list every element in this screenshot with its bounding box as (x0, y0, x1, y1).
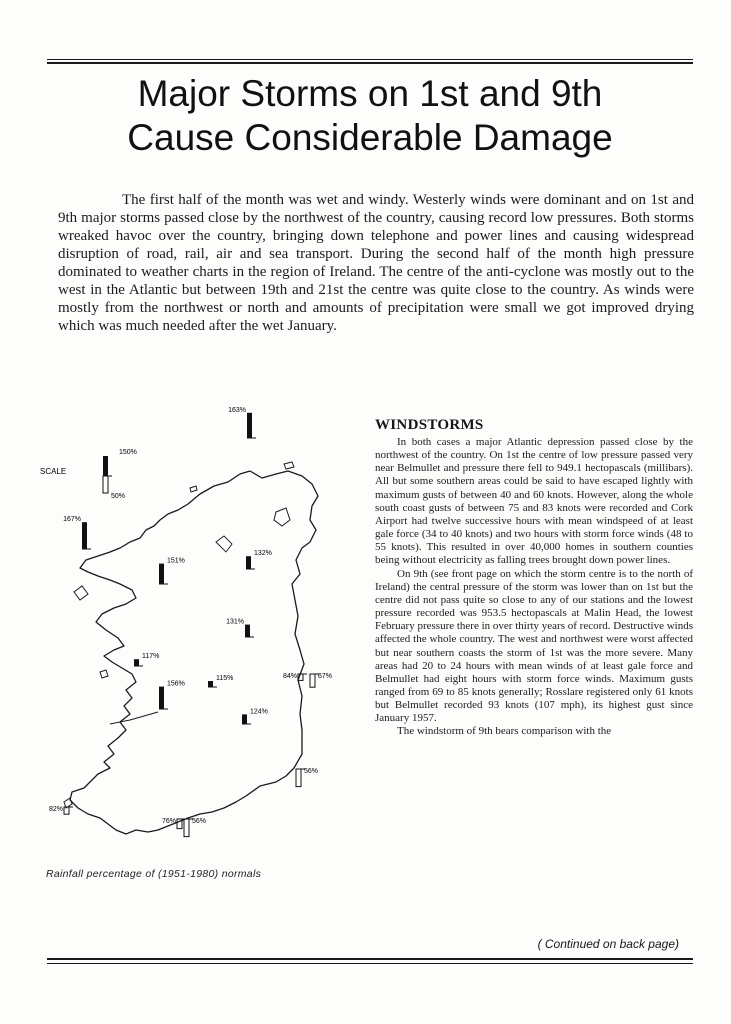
station-bar (283, 673, 307, 680)
station-label: 151% (167, 557, 185, 565)
station-bar (242, 708, 268, 724)
station-bar (246, 550, 272, 569)
station-bar-rect (245, 625, 250, 637)
station-bar (134, 653, 159, 666)
station-label: 117% (142, 653, 160, 661)
station-bar-rect (247, 413, 252, 438)
scale-bottom-label: 50% (111, 493, 126, 500)
island-aran (100, 670, 108, 678)
lough-neagh (274, 508, 290, 526)
island-achill (74, 586, 88, 600)
station-label: 84% (282, 673, 297, 680)
headline (47, 72, 693, 160)
station-bar-rect (208, 681, 213, 687)
station-bar (63, 516, 91, 549)
station-label: 67% (318, 673, 333, 680)
station-label: 56% (304, 768, 319, 775)
station-bar (208, 675, 233, 687)
station-label: 156% (167, 680, 185, 688)
top-rule-thin (47, 59, 693, 60)
map-caption: Rainfall percentage of (1951-1980) normals (46, 868, 262, 880)
station-label: 163% (228, 406, 246, 414)
scale-bar-upper (103, 456, 108, 476)
station-bar (296, 768, 318, 787)
station-bar (226, 619, 254, 637)
bottom-rule-thick (47, 958, 693, 960)
intro-paragraph: The first half of the month was wet and windy. Westerly winds were dominant and on 1st and 9th major storms passed close by the northwest of the country, causing record low pressures. Both storms wreaked havoc over the country, bringing down telephone and power lines and causing widespread disruption of road, rail, air and sea transport. During the second half of the month high pressure dominated to weather charts in the region of Ireland. The centre of the anti-cyclone was mostly out to the west in the Atlantic but between 19th and 21st the centre was quite close to the country. As winds were mostly from the northwest or north and amounts of precipitation were small we got improved drying which was much needed after the wet January. (58, 192, 694, 334)
station-label: 131% (226, 618, 244, 626)
headline-line-2: Cause Considerable Damage (127, 117, 613, 158)
top-rule-thick (47, 62, 693, 64)
station-label: 124% (250, 708, 268, 716)
shannon-estuary (110, 712, 158, 724)
station-bar-rect (242, 714, 247, 724)
windstorms-paragraph-2: On 9th (see front page on which the storm centre is to the north of Ireland) the central pressure of the storm was lower than on 1st but the centre did not pass quite so close to any of our stations and the lowest pressure recorded was 953.5 hectopascals at Malin Head, the lowest February pressure there in over thirty years of record. Destructive winds affected the whole country. The west and northwest were worst affected but near southern coasts the storm of 1st was the more severe. Many areas had 20 to 24 hours with mean winds of at least gale force and Belmullet had eight hours with storm force winds. Maximum gusts ranged from 69 to 85 knots generally; Rosslare registered only 61 knots but Belmullet recorded 93 knots (107 mph), its highest gust since January 1957. (375, 567, 693, 725)
station-bar-rect (159, 564, 164, 584)
station-label: 132% (254, 550, 272, 558)
station-bar-rect (296, 769, 301, 787)
station-label: 76% (161, 818, 176, 825)
scale-label: SCALE (40, 467, 67, 476)
station-bar (228, 407, 256, 438)
bottom-rule-thin (47, 963, 693, 964)
station-bar-rect (184, 819, 189, 837)
station-bar-rect (82, 522, 87, 549)
station-label: 115% (216, 675, 234, 682)
station-bar-rect (159, 687, 164, 709)
scale-bar-lower (103, 476, 108, 493)
station-bar-rect (246, 556, 251, 569)
continued-note: ( Continued on back page) (537, 937, 679, 951)
windstorms-paragraph-1: In both cases a major Atlantic depression passed close by the northwest of the country. On 1st the centre of low pressure passed very near Belmullet and pressure there fell to 949.1 hectopascals (millibars). All but some southern areas could be said to have escaped lightly with maximum gusts of between 40 and 60 knots. However, along the whole south coast gusts of between 75 and 83 knots were recorded and Cork Airport had twelve successive hours with mean windspeed of at least gale force (34 to 40 knots) and two hours with storm force winds (48 to 55 knots). This resulted in over 40,000 homes in southern counties being without electricity as falling trees brought down power lines. (375, 436, 693, 567)
station-bar-rect (134, 659, 139, 666)
station-label: 167% (63, 516, 81, 524)
station-bar-rect (310, 674, 315, 687)
station-bar (159, 558, 185, 584)
scale-top-label: 150% (119, 449, 137, 456)
station-label: 82% (48, 806, 63, 813)
station-bar (159, 681, 185, 709)
island-tory (190, 486, 197, 492)
station-bar (49, 806, 73, 814)
windstorms-article (375, 417, 693, 739)
windstorms-heading: WINDSTORMS (375, 417, 484, 433)
windstorms-paragraph-3: The windstorm of 9th bears comparison with the (397, 725, 612, 738)
scale-key (40, 449, 137, 500)
station-bar (310, 673, 332, 687)
station-bar (184, 818, 206, 837)
rainfall-map (40, 406, 340, 864)
station-label: 56% (192, 818, 207, 825)
headline-line-1: Major Storms on 1st and 9th (137, 73, 603, 114)
island-rathlin (284, 462, 294, 469)
lough-erne (216, 536, 232, 552)
